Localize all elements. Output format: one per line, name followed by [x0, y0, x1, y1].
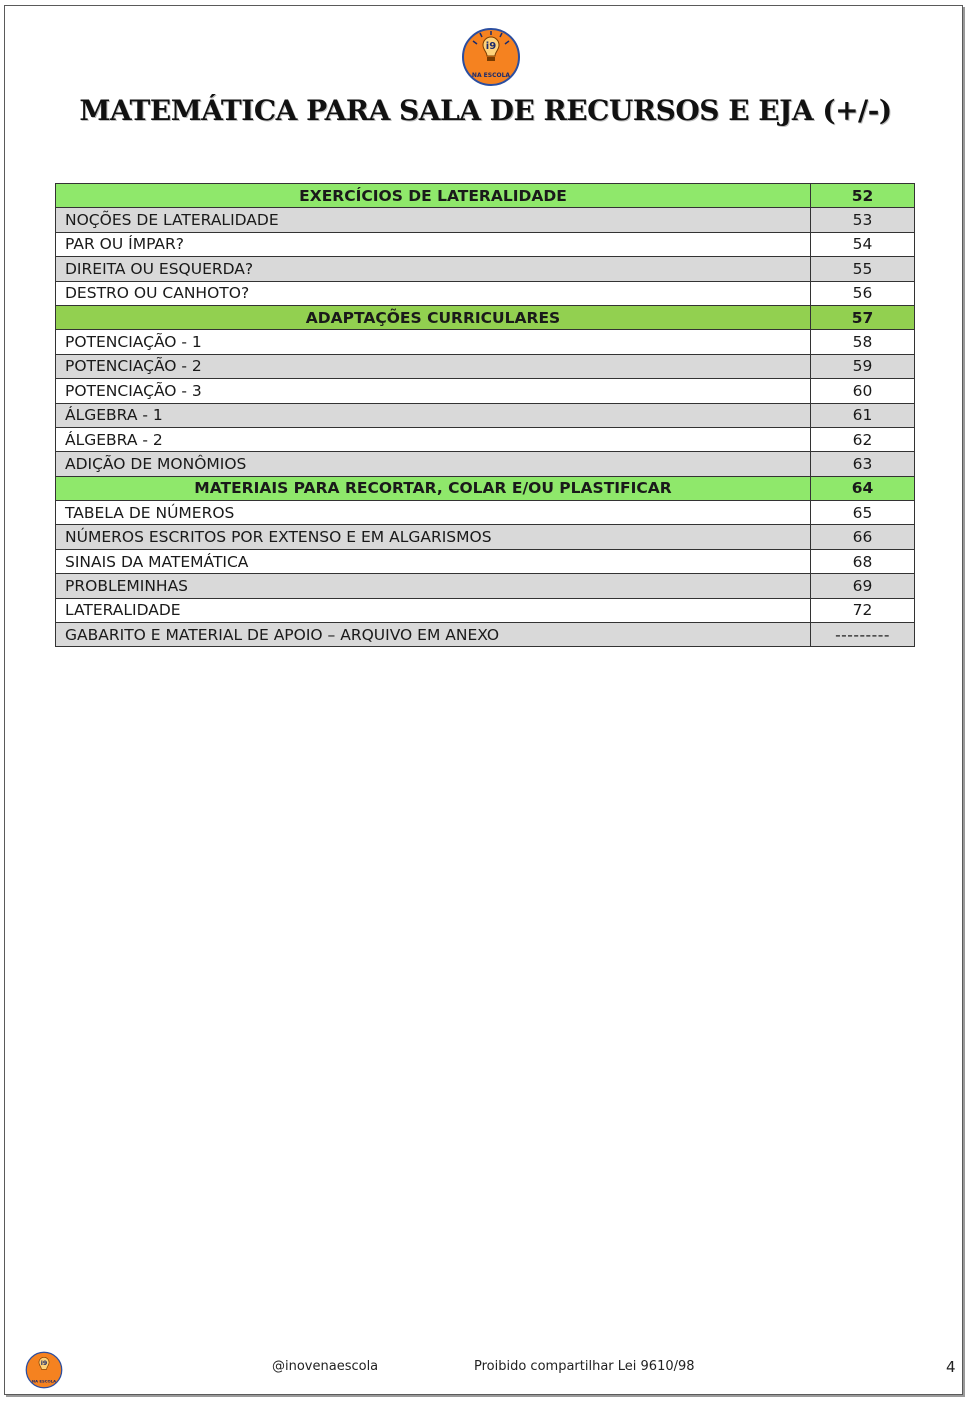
- toc-entry-page: 62: [811, 427, 915, 451]
- toc-entry-label: ADAPTAÇÕES CURRICULARES: [56, 305, 811, 329]
- toc-entry-label: PROBLEMINHAS: [56, 574, 811, 598]
- toc-entry-page: 64: [811, 476, 915, 500]
- toc-row: [56, 379, 915, 403]
- toc-row: [56, 281, 915, 305]
- toc-entry-page: 65: [811, 501, 915, 525]
- toc-entry-label: POTENCIAÇÃO - 1: [56, 330, 811, 354]
- toc-entry-label: PAR OU ÍMPAR?: [56, 232, 811, 256]
- toc-entry-label: EXERCÍCIOS DE LATERALIDADE: [56, 184, 811, 208]
- toc-row: [56, 330, 915, 354]
- toc-section-row: [56, 305, 915, 329]
- toc-entry-page: 66: [811, 525, 915, 549]
- brand-logo: [461, 27, 521, 87]
- toc-entry-page: 54: [811, 232, 915, 256]
- toc-row: [56, 598, 915, 622]
- footer-logo-ring-text: NA ESCOLA: [31, 1378, 57, 1384]
- toc-entry-page: 57: [811, 305, 915, 329]
- toc-entry-label: NÚMEROS ESCRITOS POR EXTENSO E EM ALGARISMOS: [56, 525, 811, 549]
- toc-entry-label: GABARITO E MATERIAL DE APOIO – ARQUIVO EM ANEXO: [56, 623, 811, 647]
- toc-row: [56, 257, 915, 281]
- toc-entry-label: NOÇÕES DE LATERALIDADE: [56, 208, 811, 232]
- toc-row: [56, 208, 915, 232]
- toc-section-row: [56, 476, 915, 500]
- toc-entry-label: DIREITA OU ESQUERDA?: [56, 257, 811, 281]
- toc-entry-label: ÁLGEBRA - 2: [56, 427, 811, 451]
- footer-logo: [25, 1351, 63, 1389]
- toc-entry-page: 61: [811, 403, 915, 427]
- table-of-contents: [55, 183, 915, 647]
- toc-entry-page: 55: [811, 257, 915, 281]
- toc-row: [56, 403, 915, 427]
- toc-row: [56, 427, 915, 451]
- toc-entry-page: 58: [811, 330, 915, 354]
- toc-entry-label: ADIÇÃO DE MONÔMIOS: [56, 452, 811, 476]
- toc-entry-label: TABELA DE NÚMEROS: [56, 501, 811, 525]
- toc-entry-page: 53: [811, 208, 915, 232]
- toc-row: [56, 623, 915, 647]
- toc-entry-page: 59: [811, 354, 915, 378]
- logo-text: i9: [485, 41, 497, 52]
- toc-row: [56, 501, 915, 525]
- toc-row: [56, 354, 915, 378]
- toc-entry-label: POTENCIAÇÃO - 3: [56, 379, 811, 403]
- toc-entry-label: SINAIS DA MATEMÁTICA: [56, 549, 811, 573]
- toc-entry-label: LATERALIDADE: [56, 598, 811, 622]
- toc-entry-page: 69: [811, 574, 915, 598]
- toc-row: [56, 549, 915, 573]
- toc-entry-page: 68: [811, 549, 915, 573]
- toc-section-row: [56, 184, 915, 208]
- toc-entry-page: 56: [811, 281, 915, 305]
- page-title: MATEMÁTICA PARA SALA DE RECURSOS E EJA (+/-): [79, 94, 892, 127]
- toc-entry-label: POTENCIAÇÃO - 2: [56, 354, 811, 378]
- toc-entry-page: 60: [811, 379, 915, 403]
- footer-copyright: Proibido compartilhar Lei 9610/98: [474, 1359, 695, 1374]
- toc-row: [56, 232, 915, 256]
- toc-entry-page: 72: [811, 598, 915, 622]
- footer-logo-text: i9: [40, 1359, 48, 1367]
- toc-row: [56, 452, 915, 476]
- page-number: 4: [946, 1358, 956, 1376]
- toc-row: [56, 525, 915, 549]
- toc-entry-page: ---------: [811, 623, 915, 647]
- toc-entry-page: 63: [811, 452, 915, 476]
- logo-ring-text: NA ESCOLA: [471, 72, 511, 79]
- footer-handle: @inovenaescola: [272, 1359, 379, 1374]
- toc-entry-label: DESTRO OU CANHOTO?: [56, 281, 811, 305]
- toc-entry-page: 52: [811, 184, 915, 208]
- toc-row: [56, 574, 915, 598]
- toc-entry-label: ÁLGEBRA - 1: [56, 403, 811, 427]
- toc-entry-label: MATERIAIS PARA RECORTAR, COLAR E/OU PLASTIFICAR: [56, 476, 811, 500]
